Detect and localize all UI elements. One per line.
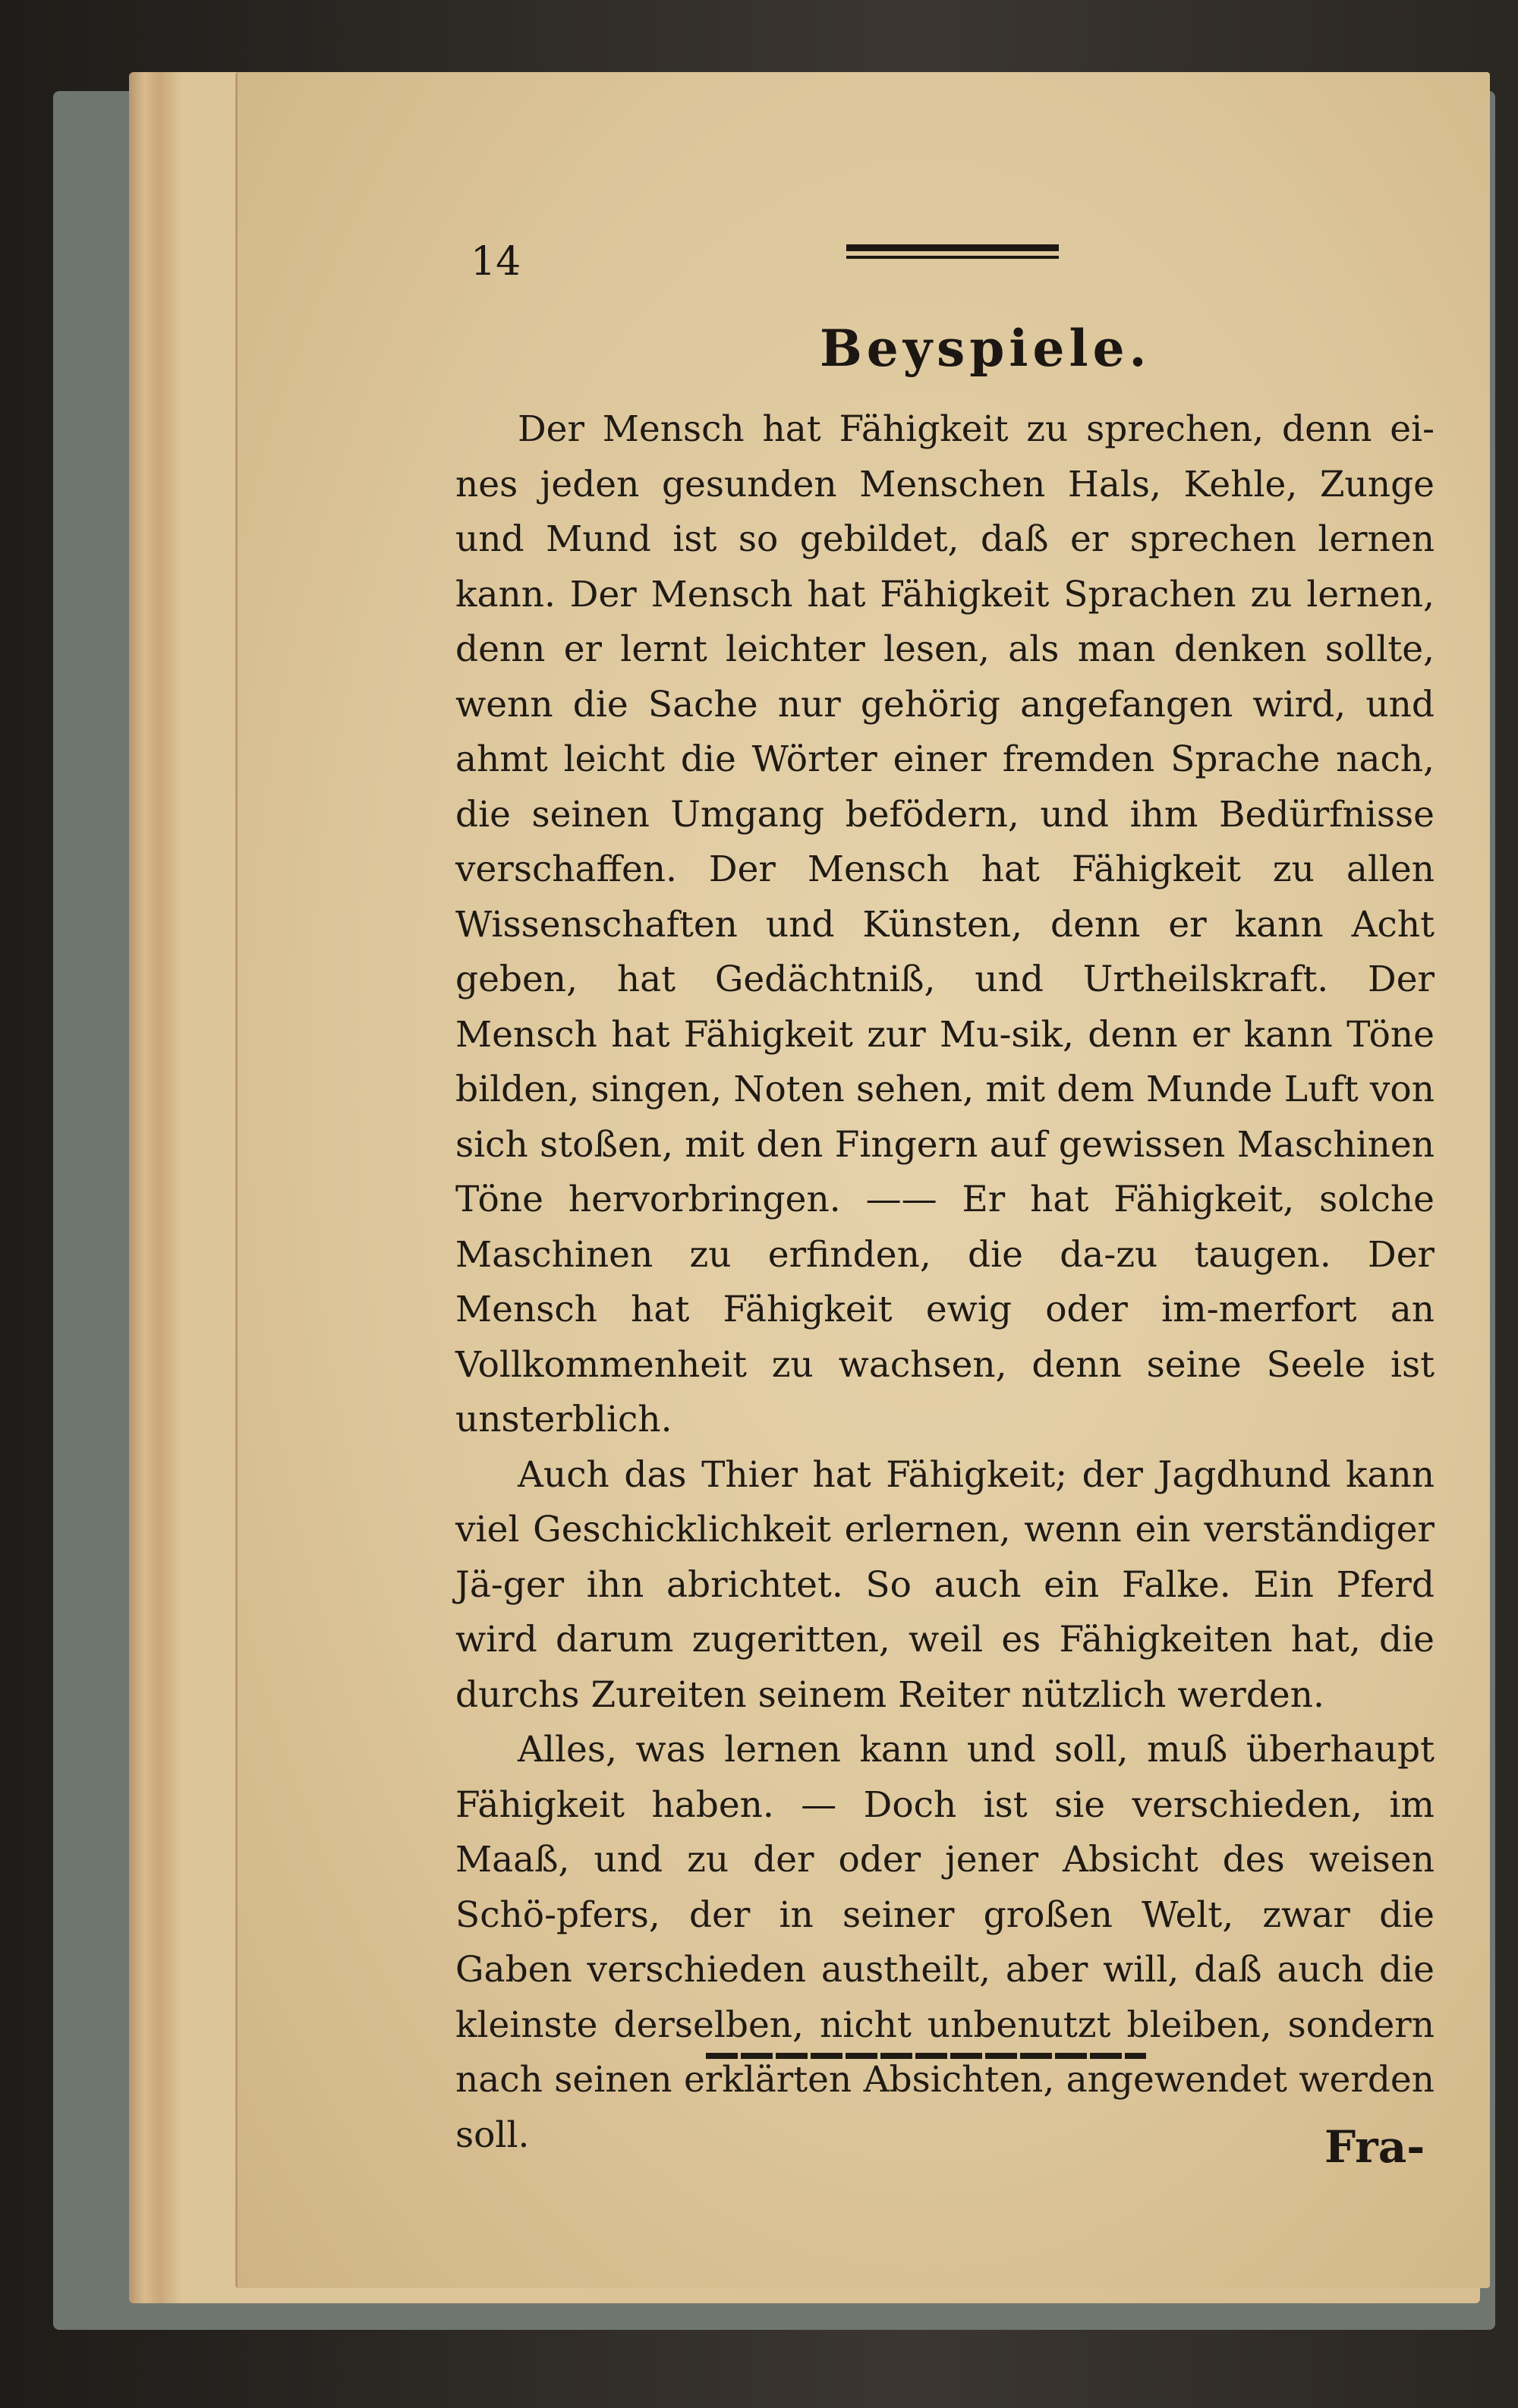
header-double-rule bbox=[846, 244, 1059, 261]
catchword: Fra- bbox=[1324, 2121, 1425, 2173]
paragraph: Alles, was lernen kann und soll, muß überhaupt Fähigkeit haben. — Doch ist sie verschieden, im Maaß, und zu der oder jener Absicht des weisen Schö-pfers, der in seiner großen Welt, zwar die Gaben verschieden austheilt, aber will, daß auch die kleinste derselben, nicht unbenutzt bleiben, sondern nach seinen erklärten Absichten, angewendet werden soll. bbox=[455, 1729, 1435, 2156]
paragraph: Der Mensch hat Fähigkeit zu sprechen, denn ei-nes jeden gesunden Menschen Hals, Kehle, Zunge und Mund ist so gebildet, daß er sprechen lernen kann. Der Mensch hat Fähigkeit Sprachen zu lernen, denn er lernt leichter lesen, als man denken sollte, wenn die Sache nur gehörig angefangen wird, und ahmt leicht die Wörter einer fremden Sprache nach, die seinen Umgang befödern, und ihm Bedürfnisse verschaffen. Der Mensch hat Fähigkeit zu allen Wissenschaften und Künsten, denn er kann Acht geben, hat Gedächtniß, und Urtheilskraft. Der Mensch hat Fähigkeit zur Mu-sik, denn er kann Töne bilden, singen, Noten sehen, mit dem Munde Luft von sich stoßen, mit den Fingern auf gewissen Maschinen Töne hervorbringen. —— Er hat Fähigkeit, solche Maschinen zu erfinden, die da-zu taugen. Der Mensch hat Fähigkeit ewig oder im-merfort an Vollkommenheit zu wachsen, denn seine Seele ist unsterblich. bbox=[455, 408, 1435, 1440]
body-text bbox=[455, 402, 1435, 2163]
paragraph: Auch das Thier hat Fähigkeit; der Jagdhund kann viel Geschicklichkeit erlernen, wenn ein verständiger Jä-ger ihn abrichtet. So auch ein Falke. Ein Pferd wird darum zugeritten, weil es Fähigkeiten hat, die durchs Zureiten seinem Reiter nützlich werden. bbox=[455, 1453, 1435, 1716]
page-number: 14 bbox=[471, 239, 521, 285]
closing-rule bbox=[706, 2053, 1146, 2059]
section-title: Beyspiele. bbox=[820, 319, 1151, 378]
